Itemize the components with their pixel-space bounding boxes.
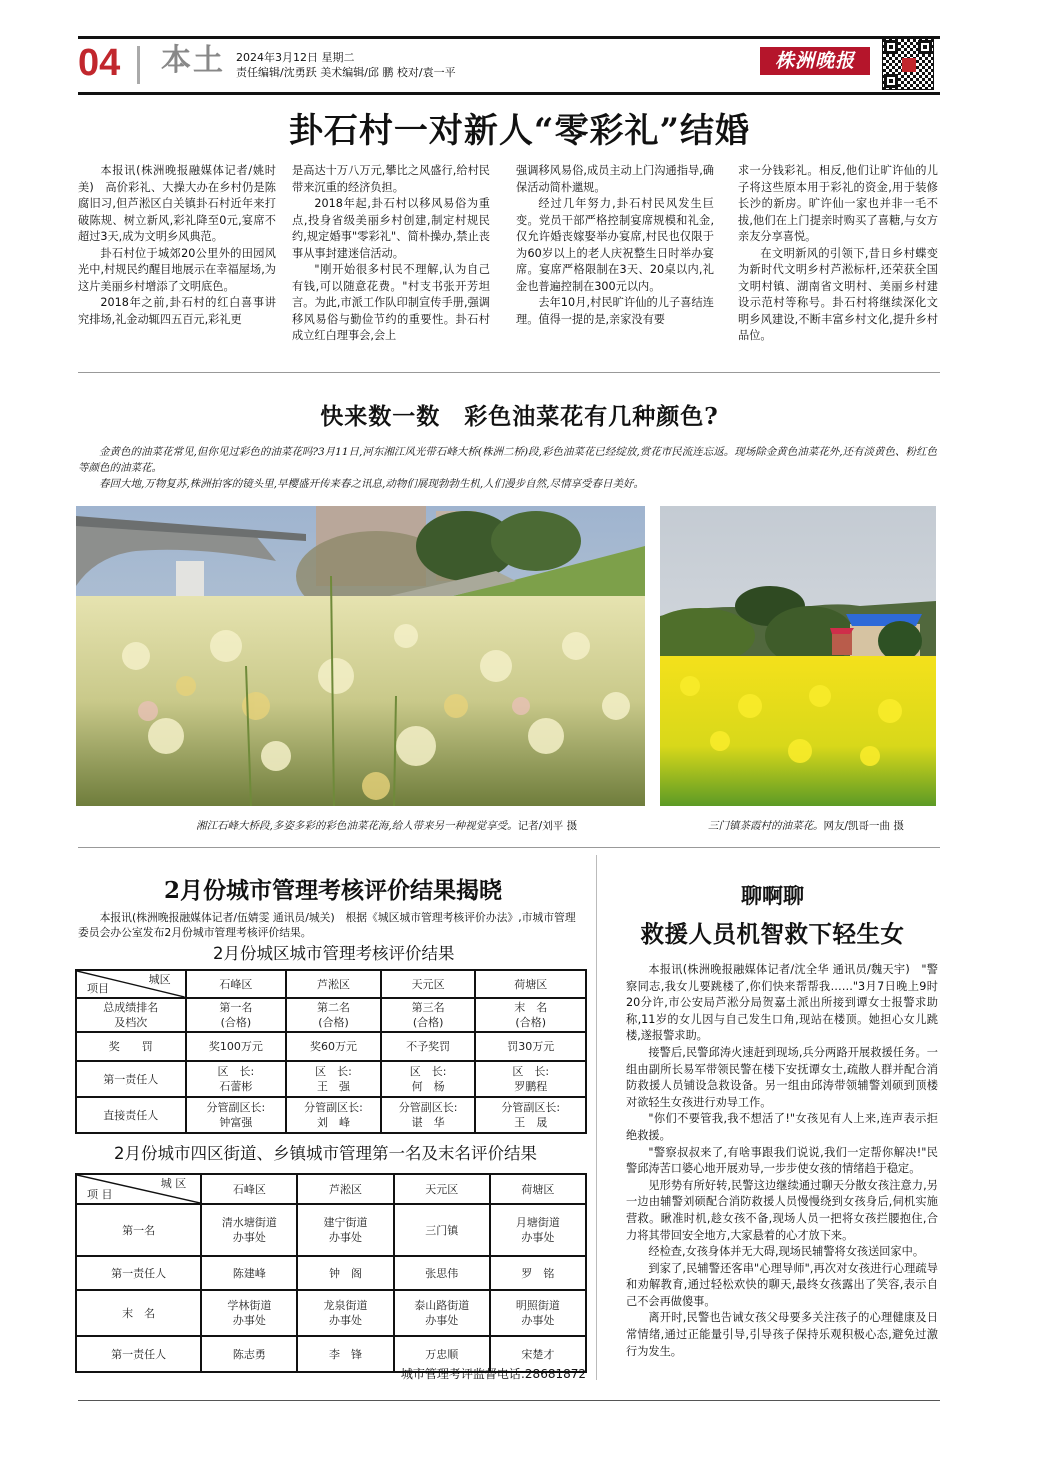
table2-caption: 2月份城市四区街道、乡镇城市管理第一名及末名评价结果 — [114, 1144, 537, 1163]
row-label: 直接责任人 — [76, 1097, 186, 1133]
section-divider — [78, 847, 940, 848]
row-label: 第一名 — [76, 1204, 201, 1256]
table-cell: 分管副区长: 钟富强 — [186, 1097, 287, 1133]
table-cell: 区 长: 石蕾彬 — [186, 1061, 287, 1097]
footer-rule — [78, 1400, 940, 1401]
paragraph: 本报讯(株洲晚报融媒体记者/伍婧雯 通讯员/城关) 根据《城区城市管理考核评价办法》,市城市管理委员会办公室发布2月份城市管理考核评价结果。 — [78, 911, 576, 939]
page-number: 04 — [78, 42, 121, 84]
table-corner-cell: 城区 项目 — [76, 970, 186, 998]
article1-column-2 — [292, 163, 490, 345]
paragraph: 去年10月,村民旷许仙的儿子喜结连理。值得一提的是,亲家没有要 — [516, 296, 714, 326]
photo-rapeseed-village[interactable] — [660, 506, 936, 806]
paragraph: "刚开始很多村民不理解,认为自己有钱,可以随意花费。"村支书张开芳坦言。为此,市派工作队印制宣传手册,强调移风易俗与勤俭节约的重要性。卦石村成立红白理事会,会上 — [292, 263, 490, 342]
column-header: 芦淞区 — [297, 1174, 393, 1204]
table-cell: 学林街道 办事处 — [201, 1290, 297, 1336]
article4-body — [626, 962, 938, 1360]
table-cell: 奖100万元 — [186, 1032, 287, 1061]
table-cell: 清水塘街道 办事处 — [201, 1204, 297, 1256]
article2-lede — [78, 444, 940, 492]
photo-credit: 网友/凯哥一曲 摄 — [823, 820, 904, 832]
article1-column-4 — [738, 163, 938, 345]
column-header: 石峰区 — [186, 970, 287, 998]
paragraph: 本报讯(株洲晚报融媒体记者/沈全华 通讯员/魏天宇) "警察同志,我女儿要跳楼了,你们快来帮帮我……"3月7日晚上9时20分许,市公安局芦淞分局贺嘉土派出所接到谭女士报警求助称,11岁的女儿因与自己发生口角,现站在楼顶。她担心女儿跳楼,遂报警求助。 — [626, 963, 938, 1043]
table-cell: 分管副区长: 谌 华 — [381, 1097, 476, 1133]
row-label: 总成绩排名 及档次 — [76, 998, 186, 1032]
row-label: 第一责任人 — [76, 1256, 201, 1290]
paragraph: "警察叔叔来了,有啥事跟我们说说,我们一定帮你解决!"民警邱涛苦口婆心地开展劝导,一步步使女孩的情绪趋于稳定。 — [626, 1145, 938, 1176]
paragraph: 在文明新风的引领下,昔日乡村蝶变为新时代文明乡村芦淞标杆,还荣获全国文明村镇、湖南省文明村、美丽乡村建设示范村等称号。卦石村将继续深化文明乡风建设,不断丰富乡村文化,提升乡村品位。 — [738, 246, 938, 342]
paragraph: 求一分钱彩礼。相反,他们让旷许仙的儿子将这些原本用于彩礼的资金,用于装修长沙的新房。旷许仙一家也并非一毛不拔,他们在上门提亲时购买了喜糖,与女方亲友分享喜悦。 — [738, 164, 938, 243]
table-row — [76, 1256, 586, 1290]
table-cell: 区 长: 罗鹏程 — [475, 1061, 586, 1097]
table-cell: 钟 阁 — [297, 1256, 393, 1290]
table-city-district-ranking — [75, 969, 587, 1134]
paragraph: 离开时,民警也告诫女孩父母要多关注孩子的心理健康及日常情绪,通过正能量引导,引导孩子保持乐观积极心态,避免过激行为发生。 — [626, 1311, 938, 1358]
table-cell: 第二名 (合格) — [286, 998, 381, 1032]
header-meta — [236, 50, 456, 80]
table-row — [76, 1204, 586, 1256]
paragraph: "你们不要管我,我不想活了!"女孩见有人上来,连声表示拒绝救援。 — [626, 1112, 938, 1142]
caption-text: 湘江石峰大桥段,多姿多彩的彩色油菜花海,给人带来另一种视觉享受。 — [196, 820, 518, 832]
row-label: 第一责任人 — [76, 1061, 186, 1097]
table-cell: 万忠顺 — [394, 1336, 490, 1372]
table-cell: 罚30万元 — [475, 1032, 586, 1061]
table-cell: 分管副区长: 刘 峰 — [286, 1097, 381, 1133]
table-cell: 第三名 (合格) — [381, 998, 476, 1032]
paragraph: 春回大地,万物复苏,株洲拍客的镜头里,早樱盛开传来春之讯息,动物们展现勃勃生机,人们漫步自然,尽情享受春日美好。 — [99, 478, 645, 490]
paragraph: 是高达十万八万元,攀比之风盛行,给村民带来沉重的经济负担。 — [292, 164, 490, 194]
photo1-caption — [196, 819, 577, 833]
table-row — [76, 998, 586, 1032]
table-cell: 末 名 (合格) — [475, 998, 586, 1032]
row-label: 第一责任人 — [76, 1336, 201, 1372]
article4-kicker: 聊啊聊 — [741, 883, 804, 908]
paragraph: 经检查,女孩身体并无大碍,现场民辅警将女孩送回家中。 — [648, 1245, 925, 1259]
paragraph: 见形势有所好转,民警这边继续通过聊天分散女孩注意力,另一边由辅警刘硕配合消防救援人员慢慢绕到女孩身后,伺机实施营救。瞅准时机,趁女孩不备,现场人员一把将女孩拦腰抱住,合力将其带回安全地方,大家悬着的心才放下来。 — [626, 1178, 938, 1242]
table-cell: 李 锋 — [297, 1336, 393, 1372]
section-name: 本土 — [161, 43, 225, 78]
table-row — [76, 1032, 586, 1061]
masthead-logo: 株洲晚报 — [760, 47, 870, 75]
column-header: 天元区 — [381, 970, 476, 998]
table1-caption: 2月份城区城市管理考核评价结果 — [213, 944, 455, 963]
table-street-ranking — [75, 1173, 587, 1373]
column-header: 荷塘区 — [490, 1174, 586, 1204]
table-header-row — [76, 1174, 586, 1204]
staff-line: 责任编辑/沈勇跃 美术编辑/邱 鹏 校对/袁一平 — [236, 66, 456, 79]
column-divider — [596, 855, 597, 1380]
column-header: 石峰区 — [201, 1174, 297, 1204]
table-cell: 第一名 (合格) — [186, 998, 287, 1032]
supervision-hotline: 城市管理考评监督电话:28681872 — [400, 1367, 586, 1381]
table-cell: 陈志勇 — [201, 1336, 297, 1372]
article3-headline: 2月份城市管理考核评价结果揭晓 — [163, 877, 502, 904]
photo2-caption — [708, 819, 904, 833]
qr-code-icon[interactable] — [882, 38, 934, 90]
table-cell: 龙泉街道 办事处 — [297, 1290, 393, 1336]
table-cell: 奖60万元 — [286, 1032, 381, 1061]
table-row — [76, 1290, 586, 1336]
column-header: 芦淞区 — [286, 970, 381, 998]
table-cell: 分管副区长: 王 晟 — [475, 1097, 586, 1133]
row-label: 末 名 — [76, 1290, 201, 1336]
article3-intro — [78, 910, 586, 940]
table-cell: 张思伟 — [394, 1256, 490, 1290]
column-header: 荷塘区 — [475, 970, 586, 998]
article1-column-3 — [516, 163, 714, 328]
paragraph: 到家了,民辅警还客串"心理导师",再次对女孩进行心理疏导和劝解教育,通过轻松欢快的聊天,最终女孩露出了笑容,表示自己不会再做傻事。 — [626, 1261, 938, 1308]
table-header-row — [76, 970, 586, 998]
table-cell: 区 长: 王 强 — [286, 1061, 381, 1097]
paragraph: 卦石村位于城郊20公里外的田园风光中,村规民约醒目地展示在幸福屋场,为这片美丽乡村增添了文明底色。 — [78, 246, 276, 293]
table-cell: 不予奖罚 — [381, 1032, 476, 1061]
section-divider — [78, 372, 940, 373]
paragraph: 2018年之前,卦石村的红白喜事讲究排场,礼金动辄四五百元,彩礼更 — [78, 296, 276, 326]
table-cell: 罗 铭 — [490, 1256, 586, 1290]
date-line: 2024年3月12日 星期二 — [236, 51, 355, 64]
paragraph: 金黄色的油菜花常见,但你见过彩色的油菜花吗?3月11日,河东湘江风光带石峰大桥(株洲二桥)段,彩色油菜花已经绽放,赏花市民流连忘返。现场除金黄色油菜花外,还有淡黄色、粉红色等颜色的油菜花。 — [78, 446, 938, 474]
header-bottom-rule — [78, 92, 940, 95]
paragraph: 强调移风易俗,成员主动上门沟通指导,确保活动简朴邋规。 — [516, 164, 714, 194]
table-cell: 宋楚才 — [490, 1336, 586, 1372]
table-cell: 月塘街道 办事处 — [490, 1204, 586, 1256]
header-divider — [137, 46, 140, 84]
article1-headline: 卦石村一对新人“零彩礼”结婚 — [288, 111, 751, 151]
paragraph: 2018年起,卦石村以移风易俗为重点,投身省级美丽乡村创建,制定村规民约,规定婚事"零彩礼"、简朴操办,禁止丧事从事封建迷信活动。 — [292, 197, 490, 260]
table-cell: 明照街道 办事处 — [490, 1290, 586, 1336]
row-label: 奖 罚 — [76, 1032, 186, 1061]
article2-headline: 快来数一数 彩色油菜花有几种颜色? — [320, 403, 719, 430]
paragraph: 接警后,民警邱涛火速赶到现场,兵分两路开展救援任务。一组由副所长易军带领民警在楼下安抚谭女士,疏散人群并配合消防救援人员铺设急救设备。另一组由邱涛带领辅警刘硕到顶楼对欲轻生女孩进行劝导工作。 — [626, 1045, 938, 1109]
table-corner-cell: 城 区 项 目 — [76, 1174, 201, 1204]
table-cell: 泰山路街道 办事处 — [394, 1290, 490, 1336]
column-header: 天元区 — [394, 1174, 490, 1204]
header-top-rule — [78, 36, 940, 39]
paragraph: 本报讯(株洲晚报融媒体记者/姚时美) 高价彩礼、大操大办在乡村仍是陈腐旧习,但芦淞区白关镇卦石村近年来打破陈规、树立新风,彩礼降至0元,宴席不超过3天,成为文明乡风典范。 — [78, 164, 276, 243]
table-row — [76, 1061, 586, 1097]
table-cell: 陈建峰 — [201, 1256, 297, 1290]
table-cell: 建宁街道 办事处 — [297, 1204, 393, 1256]
article4-headline: 救援人员机智救下轻生女 — [640, 920, 905, 948]
article1-column-1 — [78, 163, 276, 328]
caption-text: 三门镇茶霞村的油菜花。 — [708, 820, 824, 832]
paragraph: 经过几年努力,卦石村民风发生巨变。党员干部严格控制宴席规模和礼金,仅允许婚丧嫁娶举办宴席,村民也仅限于为60岁以上的老人庆祝整生日时举办宴席。宴席严格限制在3天、20桌以内,礼金也普遍控制在300元以内。 — [516, 197, 714, 293]
photo-credit: 记者/刘平 摄 — [517, 820, 578, 832]
table-cell: 区 长: 何 杨 — [381, 1061, 476, 1097]
table-cell: 三门镇 — [394, 1204, 490, 1256]
photo-rapeseed-bridge[interactable] — [76, 506, 645, 806]
table-row — [76, 1097, 586, 1133]
